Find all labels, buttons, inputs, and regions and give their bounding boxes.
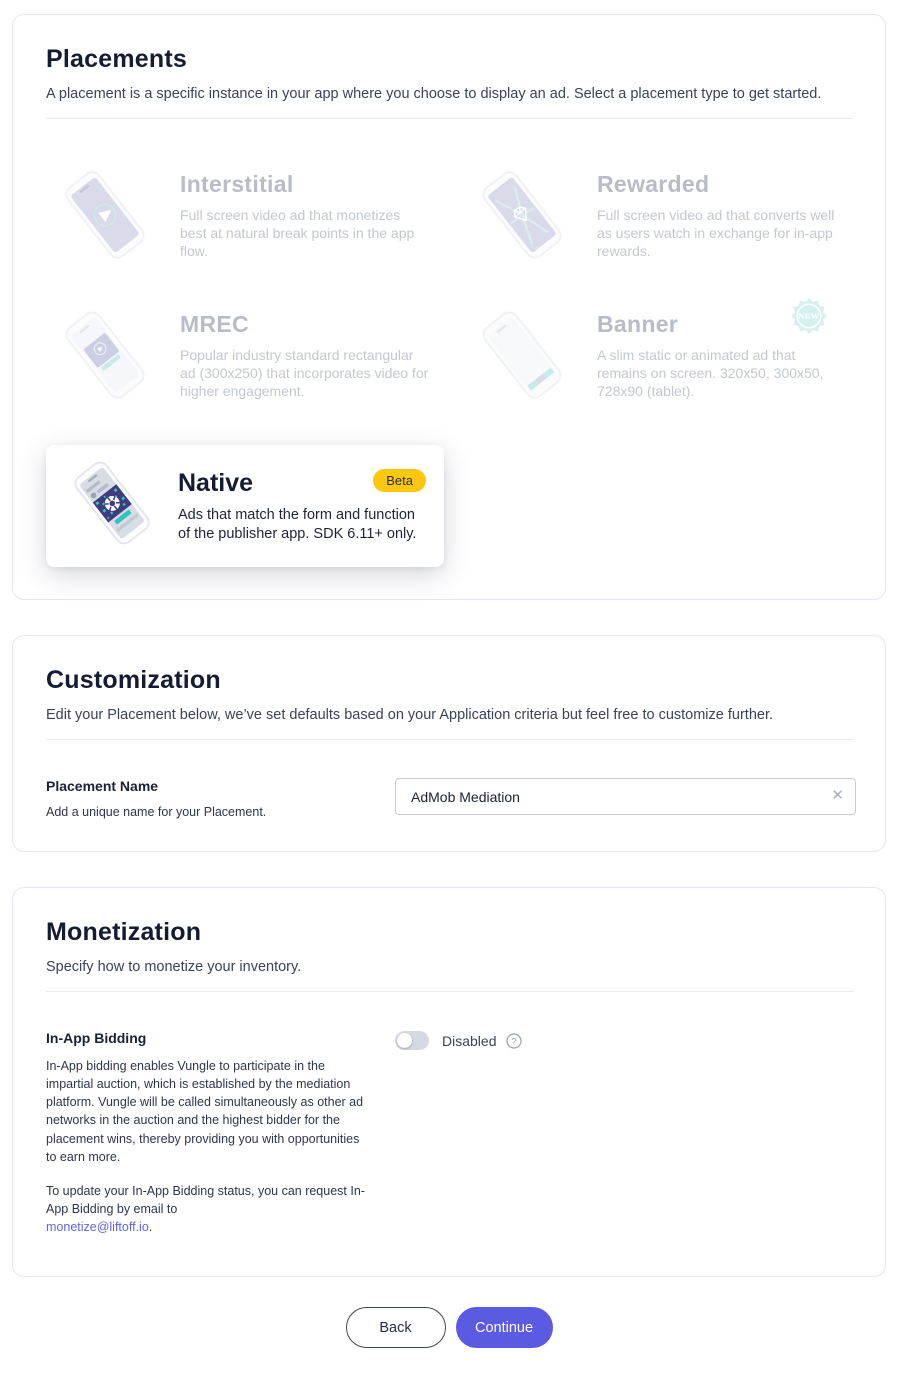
monetization-card — [12, 887, 886, 1277]
note-period: . — [148, 1220, 153, 1234]
placement-type-description: Full screen video ad that monetizes best at natural break points in the app flow. — [180, 207, 415, 260]
placement-type-title: Rewarded — [597, 171, 710, 197]
placements-subtitle: A placement is a specific instance in your app where you choose to display an ad. Select a placement type to get started. — [46, 86, 822, 102]
placement-type-description: Full screen video ad that converts well as users watch in exchange for in-app rewards. — [597, 207, 835, 260]
placement-type-mrec[interactable] — [46, 305, 437, 405]
continue-button[interactable]: Continue — [456, 1307, 553, 1348]
in-app-bidding-row — [46, 1030, 854, 1236]
footer-actions — [12, 1307, 886, 1348]
divider — [46, 118, 854, 119]
monetization-title: Monetization — [46, 918, 202, 946]
banner-phone-icon — [463, 305, 581, 405]
in-app-bidding-description: In-App bidding enables Vungle to participate in the impartial auction, which is established by the mediation platform. Vungle will be called simultaneously as other ad networks in the auction and the highest bidder for the placement wins, thereby providing you with opportunities to earn more. — [46, 1059, 364, 1164]
toggle-knob — [397, 1033, 412, 1048]
beta-badge: Beta — [373, 469, 426, 492]
placement-type-grid — [46, 165, 854, 405]
back-button[interactable]: Back — [346, 1307, 446, 1348]
native-phone-icon — [56, 455, 168, 551]
divider — [46, 739, 854, 740]
placements-title: Placements — [46, 45, 187, 73]
placement-type-description: A slim static or animated ad that remains on screen. 320x50, 300x50, 728x90 (tablet). — [597, 347, 824, 400]
mrec-phone-icon — [46, 305, 164, 405]
interstitial-phone-icon — [46, 165, 164, 265]
monetization-subtitle: Specify how to monetize your inventory. — [46, 959, 302, 975]
placement-type-description: Popular industry standard rectangular ad (300x250) that incorporates video for higher engagement. — [180, 347, 429, 400]
svg-text:NEW: NEW — [798, 312, 820, 322]
placement-name-input[interactable] — [395, 778, 856, 815]
placement-type-title: Banner — [597, 311, 679, 337]
note-text: To update your In-App Bidding status, you can request In-App Bidding by email to — [46, 1183, 365, 1216]
placement-name-help: Add a unique name for your Placement. — [46, 805, 267, 819]
customization-title: Customization — [46, 666, 221, 694]
in-app-bidding-toggle[interactable] — [395, 1031, 429, 1050]
placement-type-interstitial[interactable] — [46, 165, 437, 265]
in-app-bidding-label: In-App Bidding — [46, 1030, 147, 1046]
placement-type-banner[interactable] — [463, 305, 854, 405]
divider — [46, 991, 854, 992]
customization-subtitle: Edit your Placement below, we’ve set defaults based on your Application criteria but feel free to customize further. — [46, 707, 774, 723]
rewarded-phone-icon — [463, 165, 581, 265]
customization-card — [12, 635, 886, 852]
clear-x-icon[interactable]: ✕ — [831, 787, 844, 804]
placement-type-title: Interstitial — [180, 171, 294, 197]
in-app-bidding-state: Disabled — [442, 1032, 497, 1049]
svg-text:?: ? — [511, 1035, 518, 1047]
help-circle-icon[interactable] — [506, 1033, 522, 1049]
placement-type-title: Native — [178, 469, 254, 497]
placement-type-rewarded[interactable] — [463, 165, 854, 265]
placements-card — [12, 14, 886, 600]
placement-name-label: Placement Name — [46, 778, 159, 794]
placement-type-native-selected[interactable] — [46, 445, 444, 567]
monetize-email-link[interactable]: monetize@liftoff.io — [46, 1220, 149, 1234]
in-app-bidding-note — [46, 1182, 371, 1236]
placement-type-description: Ads that match the form and function of the publisher app. SDK 6.11+ only. — [178, 507, 417, 543]
placement-type-title: MREC — [180, 311, 249, 337]
new-badge-icon — [790, 297, 828, 340]
placement-name-row — [46, 778, 854, 819]
